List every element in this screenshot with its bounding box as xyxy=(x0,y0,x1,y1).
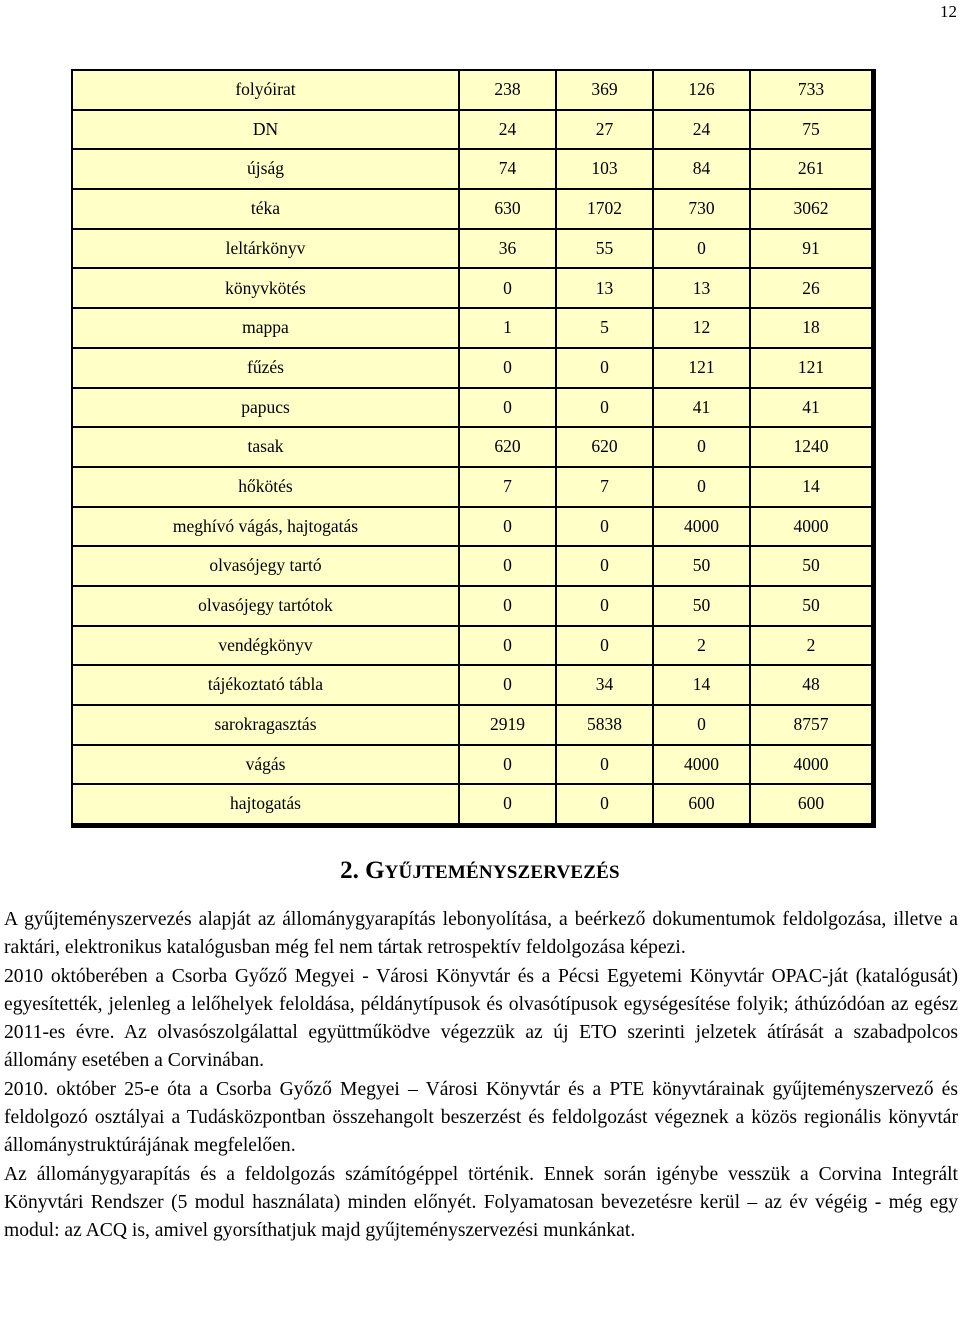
table-cell-value: 41 xyxy=(751,389,871,429)
table-cell-item: olvasójegy tartó xyxy=(73,547,460,587)
table-cell-value: 0 xyxy=(557,627,654,667)
table-cell-item: tasak xyxy=(73,428,460,468)
table-cell-item: újság xyxy=(73,150,460,190)
table-cell-value: 2919 xyxy=(460,706,557,746)
table-cell-item: hajtogatás xyxy=(73,785,460,823)
table-row xyxy=(73,666,871,706)
statistics-table-container xyxy=(71,69,876,828)
table-cell-item: hőkötés xyxy=(73,468,460,508)
table-cell-value: 0 xyxy=(654,230,751,270)
table-cell-value: 121 xyxy=(654,349,751,389)
table-cell-value: 14 xyxy=(751,468,871,508)
paragraph: 2010. október 25-e óta a Csorba Győző Megyei – Városi Könyvtár és a PTE könyvtárainak gyűjteményszervező és feldolgozó osztályai a Tudásközpontban összehangolt beszerzést és feldolgozást végeznek a közös regionális könyvtár állománystruktúrájának megfelelően. xyxy=(4,1078,958,1157)
table-body xyxy=(73,71,871,823)
section-title-initial: G xyxy=(365,857,385,884)
table-cell-value: 121 xyxy=(751,349,871,389)
table-cell-value: 0 xyxy=(557,587,654,627)
table-cell-value: 0 xyxy=(557,746,654,786)
table-cell-item: papucs xyxy=(73,389,460,429)
table-cell-value: 620 xyxy=(460,428,557,468)
table-cell-value: 0 xyxy=(654,468,751,508)
table-cell-value: 0 xyxy=(557,349,654,389)
table-cell-value: 0 xyxy=(460,666,557,706)
table-cell-value: 0 xyxy=(460,389,557,429)
table-cell-value: 369 xyxy=(557,71,654,111)
table-cell-value: 26 xyxy=(751,269,871,309)
table-cell-value: 0 xyxy=(460,746,557,786)
table-cell-value: 0 xyxy=(460,508,557,548)
table-cell-value: 91 xyxy=(751,230,871,270)
table-cell-value: 13 xyxy=(557,269,654,309)
table-cell-value: 0 xyxy=(557,785,654,823)
table-cell-value: 733 xyxy=(751,71,871,111)
table-cell-value: 4000 xyxy=(654,508,751,548)
table-cell-value: 3062 xyxy=(751,190,871,230)
table-cell-value: 5 xyxy=(557,309,654,349)
table-cell-value: 126 xyxy=(654,71,751,111)
table-cell-value: 238 xyxy=(460,71,557,111)
table-cell-item: könyvkötés xyxy=(73,269,460,309)
table-cell-value: 50 xyxy=(654,547,751,587)
table-cell-value: 1702 xyxy=(557,190,654,230)
table-row xyxy=(73,508,871,548)
table-cell-value: 600 xyxy=(654,785,751,823)
table-cell-item: fűzés xyxy=(73,349,460,389)
table-cell-value: 48 xyxy=(751,666,871,706)
table-cell-value: 75 xyxy=(751,111,871,151)
table-cell-value: 41 xyxy=(654,389,751,429)
section-heading xyxy=(0,858,960,883)
table-cell-value: 620 xyxy=(557,428,654,468)
table-row xyxy=(73,746,871,786)
table-row xyxy=(73,190,871,230)
table-row xyxy=(73,269,871,309)
table-row xyxy=(73,389,871,429)
table-row xyxy=(73,468,871,508)
table-cell-item: mappa xyxy=(73,309,460,349)
table-cell-value: 1240 xyxy=(751,428,871,468)
section-title-rest: YŰJTEMÉNYSZERVEZÉS xyxy=(384,862,620,883)
table-cell-item: meghívó vágás, hajtogatás xyxy=(73,508,460,548)
table-cell-value: 7 xyxy=(460,468,557,508)
table-row xyxy=(73,111,871,151)
table-cell-value: 0 xyxy=(557,389,654,429)
table-cell-value: 4000 xyxy=(654,746,751,786)
section-number: 2. xyxy=(340,857,366,884)
table-cell-value: 55 xyxy=(557,230,654,270)
table-cell-value: 600 xyxy=(797,793,825,814)
table-cell-value: 13 xyxy=(654,269,751,309)
table-row xyxy=(73,349,871,389)
table-cell-value: 0 xyxy=(654,706,751,746)
table-cell-value: 2 xyxy=(751,627,871,667)
table-cell-item: leltárkönyv xyxy=(73,230,460,270)
table-cell-item: vágás xyxy=(73,746,460,786)
table-row xyxy=(73,587,871,627)
paragraph: Az állománygyarapítás és a feldolgozás számítógéppel történik. Ennek során igénybe vesszük a Corvina Integrált Könyvtári Rendszer (5 modul használata) minden előnyét. Folyamatosan bevezetésre kerül – az év végéig - még egy modul: az ACQ is, amivel gyorsíthatjuk majd gyűjteményszervezési munkánkat. xyxy=(4,1163,958,1242)
table-cell-value: 8757 xyxy=(751,706,871,746)
page-number: 12 xyxy=(940,2,957,21)
table-cell-value: 1 xyxy=(460,309,557,349)
table-cell-value: 0 xyxy=(460,627,557,667)
paragraph: 2010 októberében a Csorba Győző Megyei - Városi Könyvtár és a Pécsi Egyetemi Könyvtár OPAC-ját (katalógusát) egyesítették, jelenleg a lelőhelyek feloldása, példánytípusok és olvasótípusok egységesítése folyik; áthúzódóan az egész 2011-es évre. Az olvasószolgálattal együttműködve végezzük az új ETO szerinti jelzetek átírását a szabadpolcos állomány esetében a Corvinában. xyxy=(4,965,958,1072)
table-cell-value: 74 xyxy=(460,150,557,190)
table-cell-value: 4000 xyxy=(751,508,871,548)
table-cell-value: 261 xyxy=(751,150,871,190)
table-cell-value: 0 xyxy=(460,547,557,587)
table-cell-value: 0 xyxy=(557,547,654,587)
table-row xyxy=(73,547,871,587)
paragraph: A gyűjteményszervezés alapját az állománygyarapítás lebonyolítása, a beérkező dokumentumok feldolgozása, illetve a raktári, elektronikus katalógusban még fel nem tártak retrospektív feldolgozása képezi. xyxy=(4,909,958,959)
table-cell-value: 27 xyxy=(557,111,654,151)
table-cell-item: olvasójegy tartótok xyxy=(73,587,460,627)
table-cell-value: 5838 xyxy=(557,706,654,746)
table-cell-value: 24 xyxy=(460,111,557,151)
table-cell-value: 12 xyxy=(654,309,751,349)
table-cell-value: 50 xyxy=(751,547,871,587)
table-cell-value: 18 xyxy=(751,309,871,349)
table-row xyxy=(73,71,871,111)
table-cell-value: 50 xyxy=(751,587,871,627)
table-cell-value: 14 xyxy=(654,666,751,706)
table-cell-value: 0 xyxy=(460,587,557,627)
table-cell-value: 50 xyxy=(654,587,751,627)
table-cell-value: 0 xyxy=(557,508,654,548)
table-cell-item: DN xyxy=(73,111,460,151)
table-cell-value: 7 xyxy=(557,468,654,508)
body-text xyxy=(4,906,958,1246)
statistics-table xyxy=(71,69,876,828)
table-cell-value: 4000 xyxy=(751,746,871,786)
table-cell-item: sarokragasztás xyxy=(73,706,460,746)
table-cell-item: tájékoztató tábla xyxy=(73,666,460,706)
table-cell-value: 630 xyxy=(460,190,557,230)
table-row xyxy=(73,706,871,746)
table-cell-value: 0 xyxy=(460,269,557,309)
table-cell-value: 0 xyxy=(460,785,557,823)
table-cell-item: téka xyxy=(73,190,460,230)
table-cell-value: 0 xyxy=(654,428,751,468)
table-row xyxy=(73,428,871,468)
table-row xyxy=(73,150,871,190)
table-cell-value: 84 xyxy=(654,150,751,190)
table-cell-value: 2 xyxy=(654,627,751,667)
table-row xyxy=(73,785,871,823)
table-cell-value: 0 xyxy=(460,349,557,389)
table-cell-item: vendégkönyv xyxy=(73,627,460,667)
table-row xyxy=(73,230,871,270)
table-cell-value: 36 xyxy=(460,230,557,270)
table-cell-item: folyóirat xyxy=(73,71,460,111)
table-row xyxy=(73,627,871,667)
table-cell-value: 34 xyxy=(557,666,654,706)
table-cell-value: 730 xyxy=(654,190,751,230)
table-cell-value: 24 xyxy=(654,111,751,151)
table-cell-value: 103 xyxy=(557,150,654,190)
table-row xyxy=(73,309,871,349)
